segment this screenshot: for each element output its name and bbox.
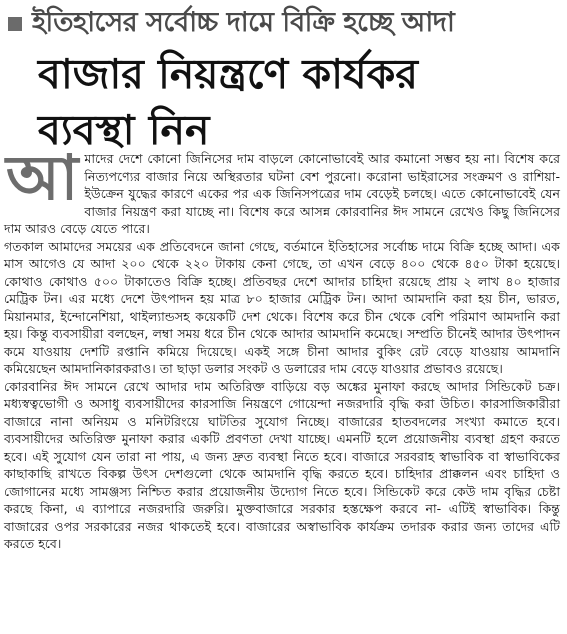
- article-paragraph-3: কোরবানির ঈদ সামনে রেখে আদার দাম অতিরিক্ত বাড়িয়ে বড় অঙ্কের মুনাফা করছে আদার সিন্ডিকেট চক্র। মধ্যস্বত্বভোগী ও অসাধু ব্যবসায়ীদের কারসাজি নিয়ন্ত্রণে গোয়েন্দা নজরদারি বৃদ্ধি করা উচিত। কারসাজিকারীরা বাজারে নানা অনিয়ম ও মনিটরিংয়ে ঘাটতির সুযোগ নিচ্ছে। বাজারের হাতবদলের সংখ্যা কমাতে হবে। ব্যবসায়ীদের অতিরিক্ত মুনাফা করার একটি প্রবণতা দেখা যাচ্ছে। এমনটি হলে প্রয়োজনীয় ব্যবস্থা গ্রহণ করতে হবে। এই সুযোগ যেন তারা না পায়, এ জন্য দ্রুত ব্যবস্থা নিতে হবে। বাজারে সরবরাহ স্বাভাবিক বা স্বাভাবিকের কাছাকাছি রাখতে বিকল্প উৎস দেশগুলো থেকে আমদানি বৃদ্ধি করতে হবে। চাহিদার প্রাক্কলন এবং চাহিদা ও জোগানের মধ্যে সামঞ্জস্য নিশ্চিত করার প্রয়োজনীয় উদ্যোগ নিতে হবে। সিন্ডিকেট করে কেউ দাম বৃদ্ধির চেষ্টা করছে কিনা, এ ব্যাপারে নজরদারি জরুরি। মুক্তবাজারে সরকার হস্তক্ষেপ করবে না- এটিই স্বাভাবিক। কিন্তু বাজারের ওপর সরকারের নজর থাকতেই হবে। বাজারের অস্বাভাবিক কার্যক্রম তদারক করার জন্য তাদের এটি করতে হবে।: [4, 378, 560, 551]
- drop-cap: আ: [6, 141, 79, 214]
- headline: [38, 46, 548, 158]
- square-bullet-icon: [8, 17, 22, 31]
- kicker-text: ইতিহাসের সর্বোচ্চ দামে বিক্রি হচ্ছে আদা: [32, 6, 455, 38]
- article-body: [4, 141, 560, 630]
- headline-line-2: ব্যবস্থা নিন: [38, 106, 210, 154]
- article-paragraph-1: মাদের দেশে কোনো জিনিসের দাম বাড়লে কোনোভাবেই আর কমানো সম্ভব হয় না। বিশেষ করে নিত্যপণ্যের বাজার নিয়ে অস্থিরতার ঘটনা বেশ পুরনো। করোনা ভাইরাসের সংক্রমণ ও রাশিয়া-ইউক্রেন যুদ্ধের কারণে একের পর এক জিনিসপত্রের দাম বেড়েই চলছে। এতে কোনোভাবেই যেন বাজার নিয়ন্ত্রণ করা যাচ্ছে না। বিশেষ করে আসন্ন কোরবানির ঈদ সামনে রেখেও কিছু জিনিসের দাম আরও বেড়ে যেতে পারে।: [4, 151, 560, 236]
- article-paragraph-2: গতকাল আমাদের সময়ের এক প্রতিবেদনে জানা গেছে, বর্তমানে ইতিহাসের সর্বোচ্চ দামে বিক্রি হচ্ছে আদা। এক মাস আগেও যে আদা ২০০ থেকে ২২০ টাকায় কেনা গেছে, তা এখন বেড়ে ৪০০ থেকে ৪৫০ টাকা হয়েছে। কোথাও কোথাও ৫০০ টাকাতেও বিক্রি হচ্ছে। প্রতিবছর দেশে আদার চাহিদা রয়েছে প্রায় ২ লাখ ৪০ হাজার মেট্রিক টন। এর মধ্যে দেশে উৎপাদন হয় মাত্র ৮০ হাজার মেট্রিক টন। আদা আমদানি করা হয় চীন, ভারত, মিয়ানমার, ইন্দোনেশিয়া, থাইল্যান্ডসহ কয়েকটি দেশ থেকে। বিশেষ করে চীন থেকে বেশি পরিমাণ আমদানি করা হয়। কিন্তু ব্যবসায়ীরা বলছেন, লম্বা সময় ধরে চীন থেকে আদার আমদানি কমেছে। সম্প্রতি চীনেই আদার উৎপাদন কমে যাওয়ায় দেশটি রপ্তানি কমিয়ে দিয়েছে। একই সঙ্গে চীনা আদার বুকিং রেট বেড়ে যাওয়ায় আমদানি কমিয়েছেন আমদানিকারকরাও। তা ছাড়া ডলার সংকট ও ডলারের দাম বেড়ে যাওয়ার প্রভাবও রয়েছে।: [4, 238, 560, 376]
- kicker: [8, 4, 560, 44]
- headline-line-1: বাজার নিয়ন্ত্রণে কার্যকর: [38, 50, 418, 98]
